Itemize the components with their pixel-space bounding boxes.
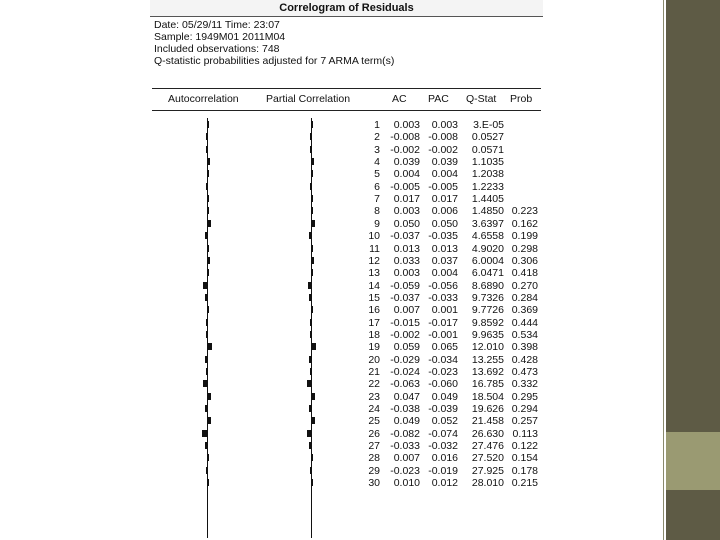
pac-cell: -0.039	[428, 403, 458, 416]
lag-cell: 8	[374, 205, 380, 218]
partial-correlation-bar	[309, 356, 311, 363]
prob-cell: 0.398	[511, 341, 538, 354]
prob-cell: 0.215	[511, 477, 538, 490]
lag-cell: 9	[374, 217, 380, 230]
partial-correlation-bar	[312, 245, 313, 252]
ac-cell: -0.029	[390, 353, 420, 366]
table-row	[150, 378, 543, 390]
autocorrelation-bar	[206, 319, 207, 326]
table-row	[150, 267, 543, 279]
pac-cell: 0.017	[431, 193, 458, 206]
qstat-cell: 9.8592	[471, 316, 504, 329]
qstat-cell: 27.476	[471, 440, 504, 453]
lag-cell: 4	[374, 156, 380, 169]
qstat-cell: 0.0571	[471, 143, 504, 156]
lag-cell: 2	[374, 131, 380, 144]
qstat-cell: 1.2233	[471, 180, 504, 193]
table-row	[150, 181, 543, 193]
autocorrelation-bar	[205, 405, 207, 412]
table-row	[150, 168, 543, 180]
table-row	[150, 119, 543, 131]
qstat-cell: 1.4850	[471, 205, 504, 218]
autocorrelation-bar	[206, 146, 207, 153]
qstat-cell: 3.6397	[471, 217, 504, 230]
pac-cell: -0.035	[428, 230, 458, 243]
prob-cell: 0.223	[511, 205, 538, 218]
autocorrelation-bar	[208, 454, 209, 461]
autocorrelation-bar	[206, 467, 207, 474]
autocorrelation-bar	[206, 368, 207, 375]
ac-cell: 0.003	[393, 119, 420, 131]
pac-cell: -0.001	[428, 328, 458, 341]
partial-correlation-bar	[309, 442, 311, 449]
qstat-cell: 1.1035	[471, 156, 504, 169]
header-qstat: Q-Stat	[466, 93, 497, 105]
header-bottom-rule	[152, 110, 541, 111]
lag-cell: 6	[374, 180, 380, 193]
qstat-cell: 8.6890	[471, 279, 504, 292]
table-row	[150, 329, 543, 341]
partial-correlation-bar	[307, 380, 311, 387]
pac-cell: -0.017	[428, 316, 458, 329]
lag-cell: 19	[368, 341, 380, 354]
ac-cell: 0.007	[393, 452, 420, 465]
pac-cell: -0.008	[428, 131, 458, 144]
ac-cell: 0.059	[393, 341, 420, 354]
pac-cell: -0.005	[428, 180, 458, 193]
partial-correlation-bar	[310, 183, 311, 190]
partial-correlation-bar	[309, 232, 311, 239]
header-partial-correlation: Partial Correlation	[266, 93, 351, 105]
autocorrelation-bar	[208, 306, 209, 313]
ac-cell: 0.010	[393, 477, 420, 490]
prob-cell: 0.428	[511, 353, 538, 366]
ac-cell: -0.005	[390, 180, 420, 193]
prob-cell: 0.257	[511, 415, 538, 428]
autocorrelation-bar	[202, 430, 207, 437]
ac-cell: -0.008	[390, 131, 420, 144]
prob-cell: 0.332	[511, 378, 538, 391]
ac-cell: -0.024	[390, 366, 420, 378]
header-pac: PAC	[428, 93, 449, 105]
qstat-cell: 28.010	[471, 477, 504, 490]
partial-correlation-bar	[309, 405, 311, 412]
partial-correlation-bar	[308, 282, 311, 289]
prob-cell: 0.473	[511, 366, 538, 378]
header-top-rule	[152, 88, 541, 89]
lag-cell: 22	[368, 378, 380, 391]
prob-cell: 0.294	[511, 403, 538, 416]
table-row	[150, 403, 543, 415]
autocorrelation-bar	[206, 133, 207, 140]
table-row	[150, 415, 543, 427]
info-observations: Included observations: 748	[154, 43, 280, 55]
qstat-cell: 1.2038	[471, 168, 504, 181]
header-prob: Prob	[510, 93, 533, 105]
correlogram-window	[150, 0, 543, 540]
table-row	[150, 144, 543, 156]
partial-correlation-bar	[310, 467, 311, 474]
qstat-cell: 16.785	[471, 378, 504, 391]
autocorrelation-bar	[208, 393, 211, 400]
autocorrelation-bar	[205, 356, 207, 363]
prob-cell: 0.444	[511, 316, 538, 329]
pac-cell: 0.016	[431, 452, 458, 465]
lag-cell: 28	[368, 452, 380, 465]
partial-correlation-bar	[312, 393, 315, 400]
slide-divider-line	[663, 0, 664, 540]
lag-cell: 3	[374, 143, 380, 156]
qstat-cell: 1.4405	[471, 193, 504, 206]
table-row	[150, 477, 543, 489]
partial-correlation-bar	[309, 294, 311, 301]
ac-cell: 0.007	[393, 304, 420, 317]
lag-cell: 20	[368, 353, 380, 366]
table-row	[150, 366, 543, 378]
prob-cell: 0.162	[511, 217, 538, 230]
lag-cell: 30	[368, 477, 380, 490]
pac-cell: 0.003	[431, 119, 458, 131]
qstat-cell: 9.7726	[471, 304, 504, 317]
lag-cell: 10	[368, 230, 380, 243]
qstat-cell: 19.626	[471, 403, 504, 416]
prob-cell: 0.295	[511, 390, 538, 403]
partial-correlation-bar	[312, 479, 313, 486]
lag-cell: 15	[368, 291, 380, 304]
pac-cell: 0.004	[431, 168, 458, 181]
ac-cell: 0.039	[393, 156, 420, 169]
lag-cell: 13	[368, 267, 380, 280]
pac-cell: -0.002	[428, 143, 458, 156]
pac-cell: -0.060	[428, 378, 458, 391]
lag-cell: 23	[368, 390, 380, 403]
ac-cell: 0.050	[393, 217, 420, 230]
table-row	[150, 304, 543, 316]
autocorrelation-bar	[208, 269, 209, 276]
lag-cell: 24	[368, 403, 380, 416]
ac-cell: 0.003	[393, 267, 420, 280]
pac-cell: 0.039	[431, 156, 458, 169]
prob-cell: 0.154	[511, 452, 538, 465]
table-row	[150, 243, 543, 255]
qstat-cell: 9.7326	[471, 291, 504, 304]
autocorrelation-bar	[208, 170, 209, 177]
info-sample: Sample: 1949M01 2011M04	[154, 31, 286, 43]
ac-cell: -0.002	[390, 143, 420, 156]
pac-cell: 0.012	[431, 477, 458, 490]
partial-correlation-bar	[312, 195, 313, 202]
table-row	[150, 341, 543, 353]
table-row	[150, 428, 543, 440]
partial-correlation-bar	[310, 133, 311, 140]
autocorrelation-bar	[205, 232, 207, 239]
pac-cell: 0.006	[431, 205, 458, 218]
pac-cell: 0.050	[431, 217, 458, 230]
table-row	[150, 218, 543, 230]
pac-cell: -0.033	[428, 291, 458, 304]
lag-cell: 14	[368, 279, 380, 292]
pac-cell: 0.049	[431, 390, 458, 403]
qstat-cell: 4.6558	[471, 230, 504, 243]
qstat-cell: 27.520	[471, 452, 504, 465]
pac-cell: 0.065	[431, 341, 458, 354]
autocorrelation-bar	[208, 417, 211, 424]
partial-correlation-bar	[312, 170, 313, 177]
pac-cell: -0.019	[428, 464, 458, 477]
partial-correlation-bar	[312, 257, 314, 264]
lag-cell: 29	[368, 464, 380, 477]
prob-cell: 0.178	[511, 464, 538, 477]
prob-cell: 0.534	[511, 328, 538, 341]
lag-cell: 18	[368, 328, 380, 341]
pac-cell: 0.013	[431, 242, 458, 255]
ac-cell: -0.033	[390, 440, 420, 453]
table-row	[150, 230, 543, 242]
lag-cell: 5	[374, 168, 380, 181]
pac-cell: 0.037	[431, 254, 458, 267]
lag-cell: 11	[369, 242, 380, 255]
lag-cell: 17	[368, 316, 380, 329]
lag-cell: 16	[368, 304, 380, 317]
info-date-time: Date: 05/29/11 Time: 23:07	[154, 19, 280, 31]
ac-cell: -0.059	[390, 279, 420, 292]
lag-cell: 12	[368, 254, 380, 267]
ac-cell: -0.038	[390, 403, 420, 416]
prob-cell: 0.270	[511, 279, 538, 292]
prob-cell: 0.122	[511, 440, 538, 453]
qstat-cell: 26.630	[471, 427, 504, 440]
partial-correlation-bar	[312, 343, 316, 350]
partial-correlation-bar	[312, 158, 314, 165]
autocorrelation-bar	[206, 183, 207, 190]
autocorrelation-bar	[208, 158, 210, 165]
lag-cell: 27	[368, 440, 380, 453]
partial-correlation-bar	[310, 331, 311, 338]
autocorrelation-bar	[203, 282, 207, 289]
table-row	[150, 354, 543, 366]
prob-cell: 0.199	[511, 230, 538, 243]
lag-cell: 1	[374, 119, 380, 131]
partial-correlation-bar	[312, 454, 313, 461]
autocorrelation-bar	[208, 343, 212, 350]
autocorrelation-bar	[208, 245, 209, 252]
ac-cell: 0.003	[393, 205, 420, 218]
autocorrelation-bar	[208, 195, 209, 202]
prob-cell: 0.306	[511, 254, 538, 267]
table-row	[150, 440, 543, 452]
header-ac: AC	[392, 93, 407, 105]
ac-cell: -0.082	[390, 427, 420, 440]
partial-correlation-bar	[312, 121, 313, 128]
table-row	[150, 131, 543, 143]
ac-cell: 0.049	[393, 415, 420, 428]
prob-cell: 0.369	[511, 304, 538, 317]
partial-correlation-bar	[312, 306, 313, 313]
qstat-cell: 3.E-05	[473, 119, 504, 131]
pac-cell: 0.052	[431, 415, 458, 428]
slide-side-accent	[666, 432, 720, 490]
qstat-cell: 9.9635	[471, 328, 504, 341]
autocorrelation-bar	[208, 257, 210, 264]
autocorrelation-bar	[206, 331, 207, 338]
autocorrelation-bar	[203, 380, 207, 387]
partial-correlation-bar	[312, 220, 315, 227]
table-row	[150, 317, 543, 329]
qstat-cell: 18.504	[471, 390, 504, 403]
qstat-cell: 12.010	[471, 341, 504, 354]
qstat-cell: 21.458	[471, 415, 504, 428]
autocorrelation-bar	[208, 220, 211, 227]
ac-cell: 0.004	[393, 168, 420, 181]
qstat-cell: 27.925	[471, 464, 504, 477]
ac-cell: -0.063	[390, 378, 420, 391]
pac-cell: -0.034	[428, 353, 458, 366]
prob-cell: 0.418	[511, 267, 538, 280]
partial-correlation-bar	[307, 430, 311, 437]
lag-cell: 25	[368, 415, 380, 428]
partial-correlation-bar	[312, 417, 315, 424]
qstat-cell: 13.692	[471, 366, 504, 378]
pac-cell: -0.023	[428, 366, 458, 378]
lag-cell: 7	[374, 193, 380, 206]
autocorrelation-bar	[205, 294, 207, 301]
pac-cell: -0.056	[428, 279, 458, 292]
ac-cell: 0.033	[393, 254, 420, 267]
pac-cell: 0.004	[431, 267, 458, 280]
table-row	[150, 292, 543, 304]
table-row	[150, 156, 543, 168]
table-row	[150, 465, 543, 477]
qstat-cell: 13.255	[471, 353, 504, 366]
ac-cell: -0.002	[390, 328, 420, 341]
autocorrelation-bar	[205, 442, 207, 449]
lag-cell: 21	[368, 366, 380, 378]
lag-cell: 26	[368, 427, 380, 440]
info-q-adjustment: Q-statistic probabilities adjusted for 7 ARMA term(s)	[154, 55, 395, 67]
qstat-cell: 6.0004	[471, 254, 504, 267]
window-title: Correlogram of Residuals	[150, 0, 543, 17]
partial-correlation-bar	[310, 368, 311, 375]
table-row	[150, 391, 543, 403]
partial-correlation-bar	[310, 146, 311, 153]
pac-cell: -0.074	[428, 427, 458, 440]
partial-correlation-bar	[312, 269, 313, 276]
ac-cell: -0.015	[390, 316, 420, 329]
table-row	[150, 452, 543, 464]
partial-correlation-bar	[312, 207, 313, 214]
pac-cell: -0.032	[428, 440, 458, 453]
prob-cell: 0.284	[511, 291, 538, 304]
autocorrelation-bar	[208, 479, 209, 486]
autocorrelation-bar	[208, 121, 209, 128]
table-row	[150, 193, 543, 205]
table-row	[150, 280, 543, 292]
prob-cell: 0.113	[512, 427, 538, 440]
ac-cell: -0.023	[390, 464, 420, 477]
header-autocorrelation: Autocorrelation	[168, 93, 239, 105]
table-row	[150, 255, 543, 267]
table-row	[150, 205, 543, 217]
ac-cell: 0.013	[393, 242, 420, 255]
prob-cell: 0.298	[511, 242, 538, 255]
ac-cell: -0.037	[390, 291, 420, 304]
qstat-cell: 4.9020	[471, 242, 504, 255]
pac-cell: 0.001	[431, 304, 458, 317]
autocorrelation-bar	[208, 207, 209, 214]
qstat-cell: 0.0527	[471, 131, 504, 144]
ac-cell: -0.037	[390, 230, 420, 243]
ac-cell: 0.047	[393, 390, 420, 403]
ac-cell: 0.017	[393, 193, 420, 206]
qstat-cell: 6.0471	[471, 267, 504, 280]
partial-correlation-bar	[310, 319, 311, 326]
